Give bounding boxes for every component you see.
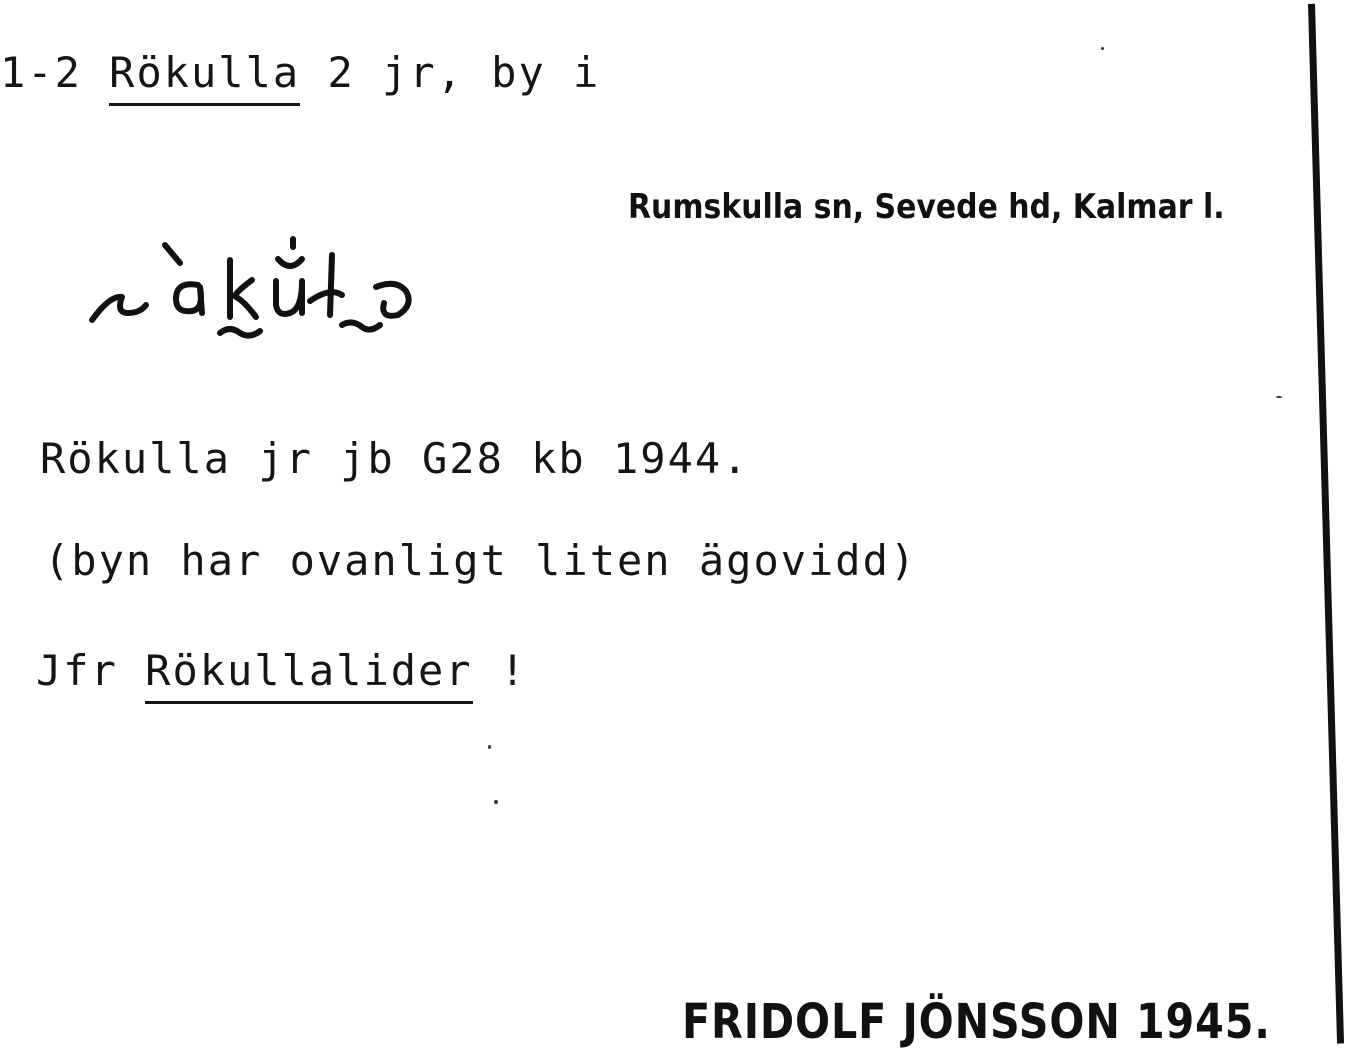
reference-suffix: ! — [499, 646, 528, 695]
signature-stamp: FRIDOLF JÖNSSON 1945. — [682, 994, 1271, 1050]
card-edge-line — [1308, 4, 1344, 1044]
ink-speck — [1101, 47, 1104, 50]
reference-prefix: Jfr — [36, 646, 118, 695]
location-stamp: Rumskulla sn, Sevede hd, Kalmar l. — [628, 187, 1225, 227]
phonetic-transcription — [80, 225, 440, 345]
ink-speck — [1276, 396, 1282, 398]
note-line: (byn har ovanligt liten ägovidd) — [44, 536, 918, 585]
ink-speck — [488, 745, 491, 749]
card-number: 1-2 — [0, 48, 82, 97]
ink-speck — [494, 800, 498, 804]
place-name: Rökulla — [109, 48, 300, 106]
card-header — [0, 48, 601, 97]
place-description: 2 jr, by i — [327, 48, 601, 97]
reference-line — [36, 646, 528, 695]
reference-name: Rökullalider — [145, 646, 472, 704]
source-line: Rökulla jr jb G28 kb 1944. — [40, 434, 750, 483]
